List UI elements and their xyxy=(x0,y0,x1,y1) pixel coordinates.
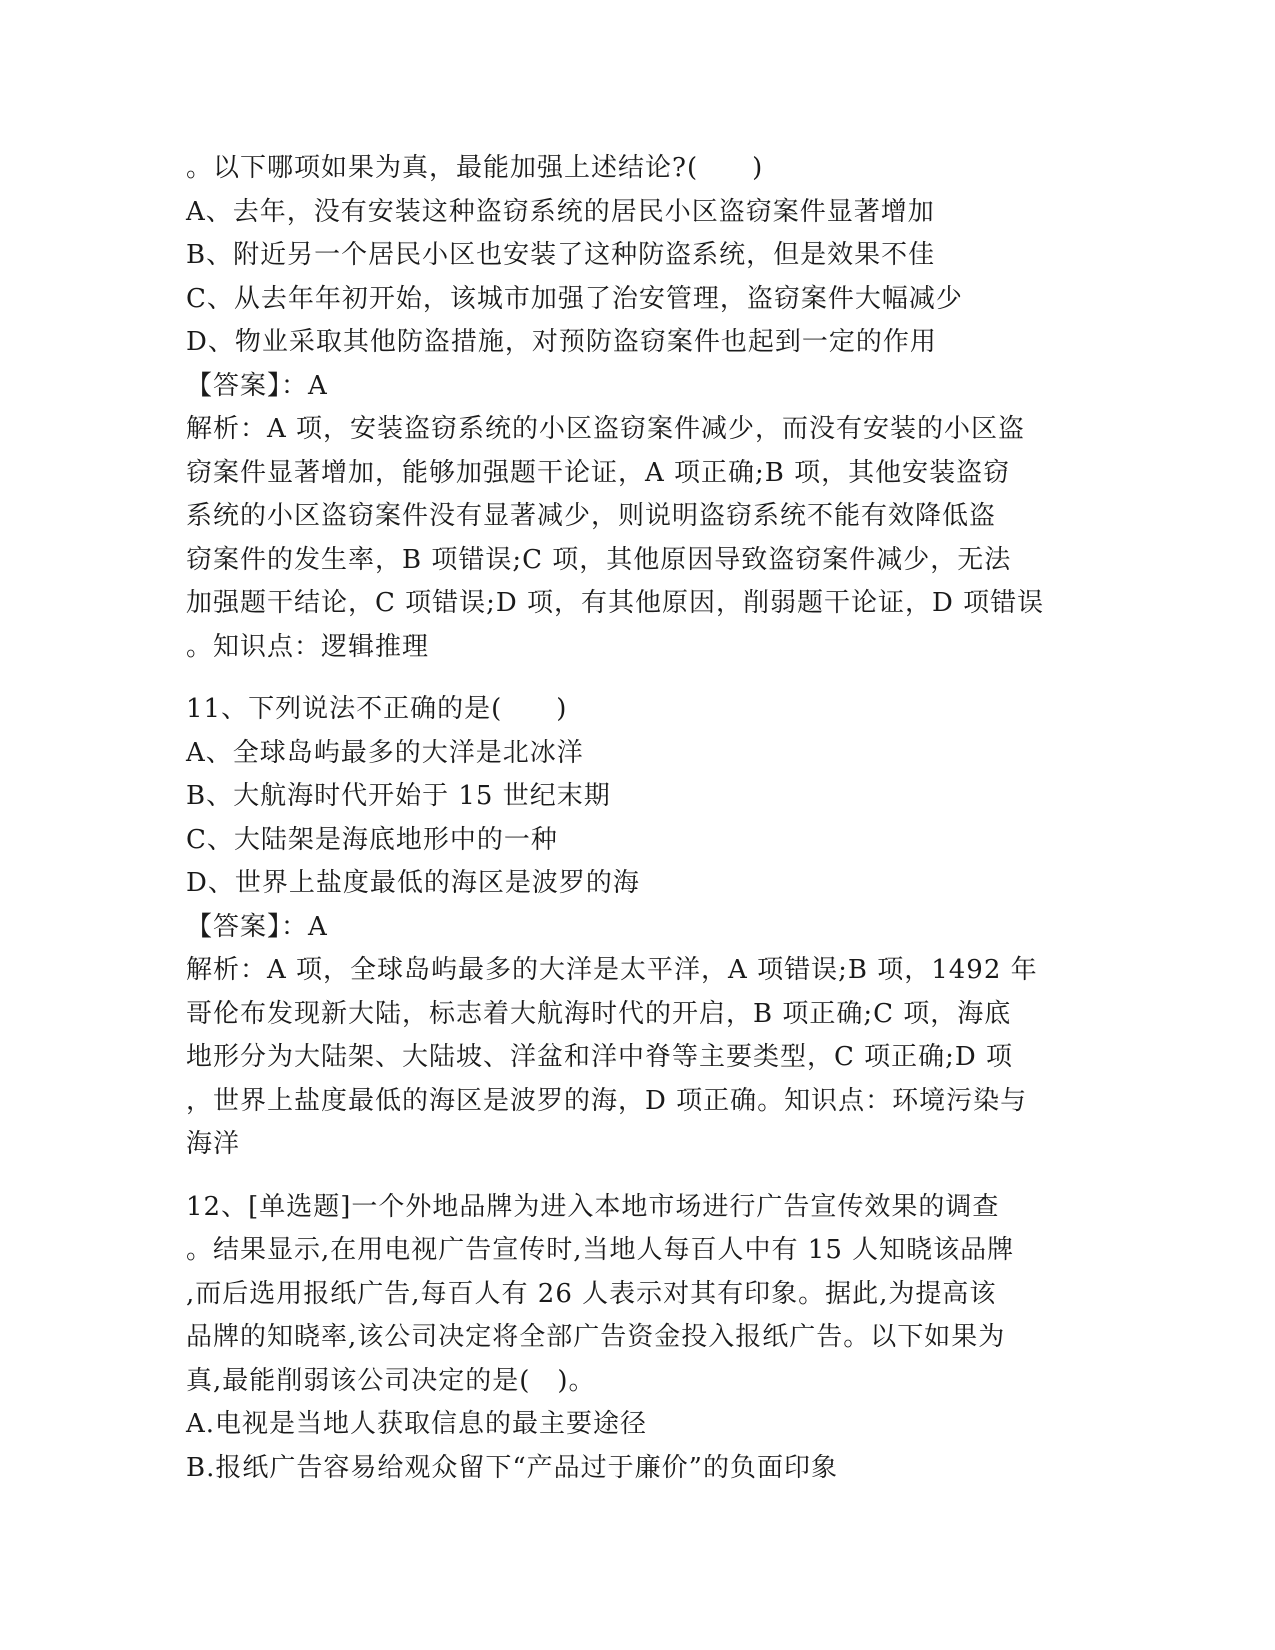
analysis-line: 哥伦布发现新大陆，标志着大航海时代的开启，B 项正确;C 项，海底 xyxy=(186,998,1012,1029)
option-a: A、去年，没有安装这种盗窃系统的居民小区盗窃案件显著增加 xyxy=(186,196,935,227)
analysis-line: 地形分为大陆架、大陆坡、洋盆和洋中脊等主要类型，C 项正确;D 项 xyxy=(186,1042,1014,1072)
answer-line: 【答案】：A xyxy=(186,911,328,942)
option-d: D、世界上盐度最低的海区是波罗的海 xyxy=(186,868,640,898)
question-11 xyxy=(186,688,1086,1167)
question-stem: 。以下哪项如果为真，最能加强上述结论?( ) xyxy=(186,153,764,183)
analysis-line: 窃案件的发生率，B 项错误;C 项，其他原因导致盗窃案件减少，无法 xyxy=(186,544,1012,575)
analysis-line: 窃案件显著增加，能够加强题干论证，A 项正确;B 项，其他安装盗窃 xyxy=(186,457,1011,488)
question-12 xyxy=(186,1186,1086,1491)
analysis-line: 。知识点：逻辑推理 xyxy=(186,631,430,662)
analysis-line: 系统的小区盗窃案件没有显著减少，则说明盗窃系统不能有效降低盗 xyxy=(186,501,997,531)
analysis-line: 加强题干结论，C 项错误;D 项，有其他原因，削弱题干论证，D 项错误 xyxy=(186,588,1045,618)
question-stem: 12、[单选题]一个外地品牌为进入本地市场进行广告宣传效果的调查 xyxy=(186,1191,1000,1222)
question-stem: 。结果显示,在用电视广告宣传时,当地人每百人中有 15 人知晓该品牌 xyxy=(186,1235,1015,1265)
option-a: A、全球岛屿最多的大洋是北冰洋 xyxy=(186,737,584,768)
analysis-line: 解析：A 项，全球岛屿最多的大洋是太平洋，A 项错误;B 项，1492 年 xyxy=(186,955,1038,985)
option-d: D、物业采取其他防盗措施，对预防盗窃案件也起到一定的作用 xyxy=(186,327,937,357)
document-page xyxy=(186,147,1086,1490)
question-stem: 真,最能削弱该公司决定的是( )。 xyxy=(186,1365,596,1396)
option-b: B、附近另一个居民小区也安装了这种防盗系统，但是效果不佳 xyxy=(186,240,936,270)
question-stem: 11、下列说法不正确的是( ) xyxy=(186,694,568,724)
question-stem: 品牌的知晓率,该公司决定将全部广告资金投入报纸广告。以下如果为 xyxy=(186,1322,1006,1352)
question-separator xyxy=(186,669,1086,688)
analysis-line: 解析：A 项，安装盗窃系统的小区盗窃案件减少，而没有安装的小区盗 xyxy=(186,414,1026,444)
analysis-line: ，世界上盐度最低的海区是波罗的海，D 项正确。知识点：环境污染与 xyxy=(186,1085,1028,1116)
option-b: B.报纸广告容易给观众留下“产品过于廉价”的负面印象 xyxy=(186,1452,838,1483)
option-b: B、大航海时代开始于 15 世纪末期 xyxy=(186,781,611,811)
option-c: C、从去年年初开始，该城市加强了治安管理，盗窃案件大幅减少 xyxy=(186,283,963,314)
analysis-line: 海洋 xyxy=(186,1129,241,1159)
option-a: A.电视是当地人获取信息的最主要途径 xyxy=(186,1409,648,1439)
option-c: C、大陆架是海底地形中的一种 xyxy=(186,824,558,855)
question-separator xyxy=(186,1167,1086,1186)
question-stem: ,而后选用报纸广告,每百人有 26 人表示对其有印象。据此,为提高该 xyxy=(186,1278,997,1309)
answer-line: 【答案】：A xyxy=(186,370,328,401)
question-10 xyxy=(186,147,1086,669)
